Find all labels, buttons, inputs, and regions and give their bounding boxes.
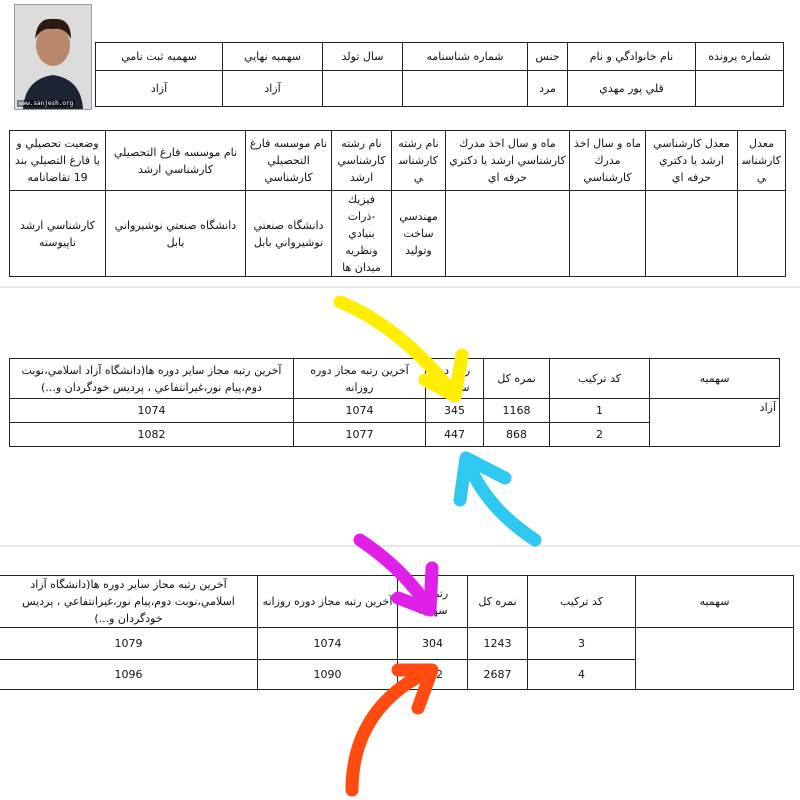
header-bachelor-gpa: معدل كارشناسي — [738, 131, 786, 191]
header-master-field: نام رشته كارشناسي ارشد — [332, 131, 392, 191]
header-last-other-rank: آخرين رتبه مجاز ساير دوره ها(دانشگاه آزاد اسلامي،نوبت دوم،پيام نور،غيرانتفاعي ، پرديس خودگردان و...) — [0, 576, 258, 628]
header-quota-rank: رتبه در سهميه — [426, 359, 484, 399]
magenta-arrow-icon — [360, 540, 432, 610]
value-last-day-rank: 1077 — [294, 423, 426, 447]
value-master-institute: دانشگاه صنعتي نوشيرواني بابل — [106, 191, 246, 277]
value-full-name: قلي پور مهدي — [568, 71, 696, 107]
header-last-day-rank: آخرين رتبه مجاز دوره روزانه — [294, 359, 426, 399]
header-last-other-rank: آخرين رتبه مجاز ساير دوره ها(دانشگاه آزاد اسلامي،نوبت دوم،پيام نور،غيرانتفاعي ، پرديس خودگردان و...) — [10, 359, 294, 399]
header-education-status: وضعيت تحصيلي و يا فارغ التصيلي بند 19 تقاضانامه — [10, 131, 106, 191]
value-last-day-rank: 1090 — [258, 660, 398, 690]
header-quota-rank: رتبه در سهميه — [398, 576, 468, 628]
header-total-score: نمره كل — [468, 576, 528, 628]
header-file-number: شماره پرونده — [696, 43, 784, 71]
value-registered-quota: آزاد — [96, 71, 223, 107]
value-last-day-rank: 1074 — [294, 399, 426, 423]
header-gender: جنس — [528, 43, 568, 71]
header-combo-code: كد تركيب — [550, 359, 650, 399]
value-last-day-rank: 1074 — [258, 628, 398, 660]
value-last-other-rank: 1074 — [10, 399, 294, 423]
header-quota: سهميه — [636, 576, 794, 628]
yellow-arrow-icon — [340, 302, 462, 396]
value-combo-code: 1 — [550, 399, 650, 423]
header-bachelor-institute: نام موسسه فارغ التحصيلي كارشناسي — [246, 131, 332, 191]
cyan-arrow-icon — [460, 458, 535, 540]
value-combo-code: 3 — [528, 628, 636, 660]
header-final-quota: سهميه نهايي — [223, 43, 323, 71]
header-quota: سهميه — [650, 359, 780, 399]
value-combo-code: 4 — [528, 660, 636, 690]
value-total-score: 1243 — [468, 628, 528, 660]
value-bachelor-institute: دانشگاه صنعتي نوشيرواني بابل — [246, 191, 332, 277]
header-id-number: شماره شناسنامه — [403, 43, 528, 71]
value-master-field: فيزيك -ذرات بنيادي ونظريه ميدان ها — [332, 191, 392, 277]
value-final-quota: آزاد — [223, 71, 323, 107]
value-quota-rank: 112 — [398, 660, 468, 690]
header-last-day-rank: آخرين رتبه مجاز دوره روزانه — [258, 576, 398, 628]
value-bachelor-field: مهندسي ساخت وتوليد — [392, 191, 446, 277]
value-quota: آزاد — [650, 399, 780, 447]
header-full-name: نام خانوادگي و نام — [568, 43, 696, 71]
header-bachelor-field: نام رشته كارشناسي — [392, 131, 446, 191]
header-master-gpa: معدل كارشناسي ارشد يا دكتري حرفه اي — [646, 131, 738, 191]
value-last-other-rank: 1082 — [10, 423, 294, 447]
value-quota-rank: 304 — [398, 628, 468, 660]
header-registered-quota: سهميه ثبت نامي — [96, 43, 223, 71]
header-combo-code: كد تركيب — [528, 576, 636, 628]
value-total-score: 1168 — [484, 399, 550, 423]
header-master-date: ماه و سال اخذ مدرك كارشناسي ارشد يا دكتري حرفه اي — [446, 131, 570, 191]
header-bachelor-date: ماه و سال اخذ مدرك كارشناسي — [570, 131, 646, 191]
value-last-other-rank: 1096 — [0, 660, 258, 690]
value-last-other-rank: 1079 — [0, 628, 258, 660]
photo-watermark: www.sanjesh.org — [19, 100, 74, 107]
value-combo-code: 2 — [550, 423, 650, 447]
value-gender: مرد — [528, 71, 568, 107]
value-quota-rank: 345 — [426, 399, 484, 423]
orange-arrow-icon — [352, 670, 432, 790]
value-education-status: كارشناسي ارشد ناپيوسته — [10, 191, 106, 277]
header-master-institute: نام موسسه فارغ التحصيلي كارشناسي ارشد — [106, 131, 246, 191]
value-total-score: 868 — [484, 423, 550, 447]
header-birth-year: سال تولد — [323, 43, 403, 71]
value-total-score: 2687 — [468, 660, 528, 690]
header-total-score: نمره كل — [484, 359, 550, 399]
value-quota-rank: 447 — [426, 423, 484, 447]
